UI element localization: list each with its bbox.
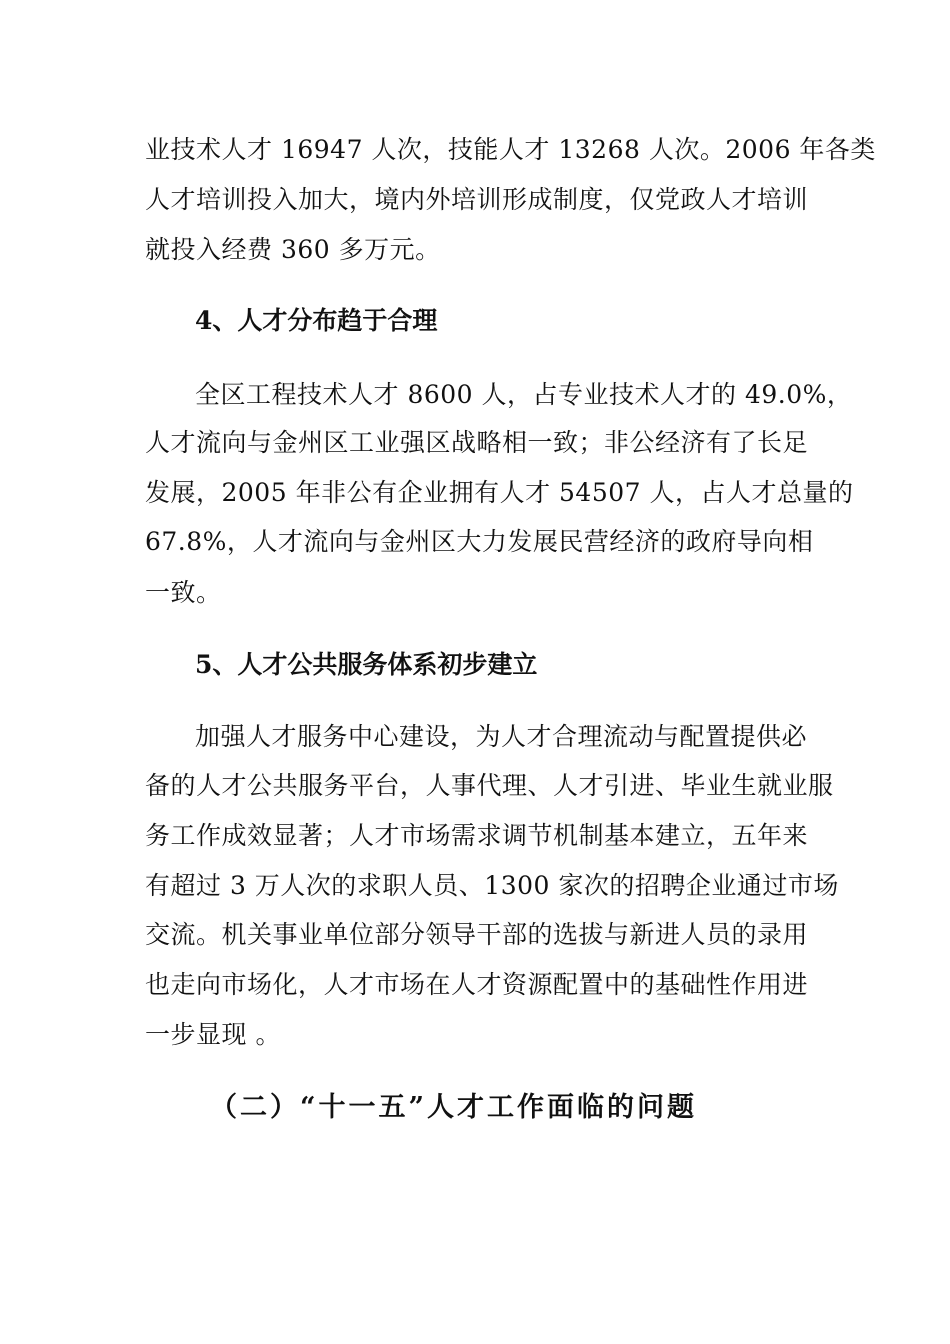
paragraph-line: 也走向市场化，人才市场在人才资源配置中的基础性作用进 [145, 970, 809, 999]
paragraph-line: 务工作成效显著；人才市场需求调节机制基本建立，五年来 [145, 821, 809, 850]
paragraph-line: 一步显现 。 [145, 1020, 281, 1049]
paragraph-line: 一致。 [145, 578, 222, 607]
paragraph-line: 业技术人才 16947 人次，技能人才 13268 人次。2006 年各类 [145, 135, 876, 164]
paragraph-line: 加强人才服务中心建设，为人才合理流动与配置提供必 [195, 722, 808, 751]
section-heading: 5、人才公共服务体系初步建立 [195, 650, 538, 679]
paragraph-line: 发展，2005 年非公有企业拥有人才 54507 人，占人才总量的 [145, 478, 854, 507]
paragraph-line: 有超过 3 万人次的求职人员、1300 家次的招聘企业通过市场 [145, 871, 839, 900]
paragraph-line: 全区工程技术人才 8600 人，占专业技术人才的 49.0%， [195, 380, 853, 409]
paragraph-line: 备的人才公共服务平台，人事代理、人才引进、毕业生就业服 [145, 771, 834, 800]
paragraph-line: 交流。机关事业单位部分领导干部的选拔与新进人员的录用 [145, 920, 809, 949]
paragraph-line: 人才培训投入加大，境内外培训形成制度，仅党政人才培训 [145, 185, 809, 214]
paragraph-line: 人才流向与金州区工业强区战略相一致；非公经济有了长足 [145, 428, 809, 457]
paragraph-line: 67.8%，人才流向与金州区大力发展民营经济的政府导向相 [145, 527, 814, 556]
paragraph-line: 就投入经费 360 多万元。 [145, 235, 441, 264]
section-title: （二）“十一五”人才工作面临的问题 [210, 1092, 698, 1123]
section-heading: 4、人才分布趋于合理 [195, 306, 438, 335]
